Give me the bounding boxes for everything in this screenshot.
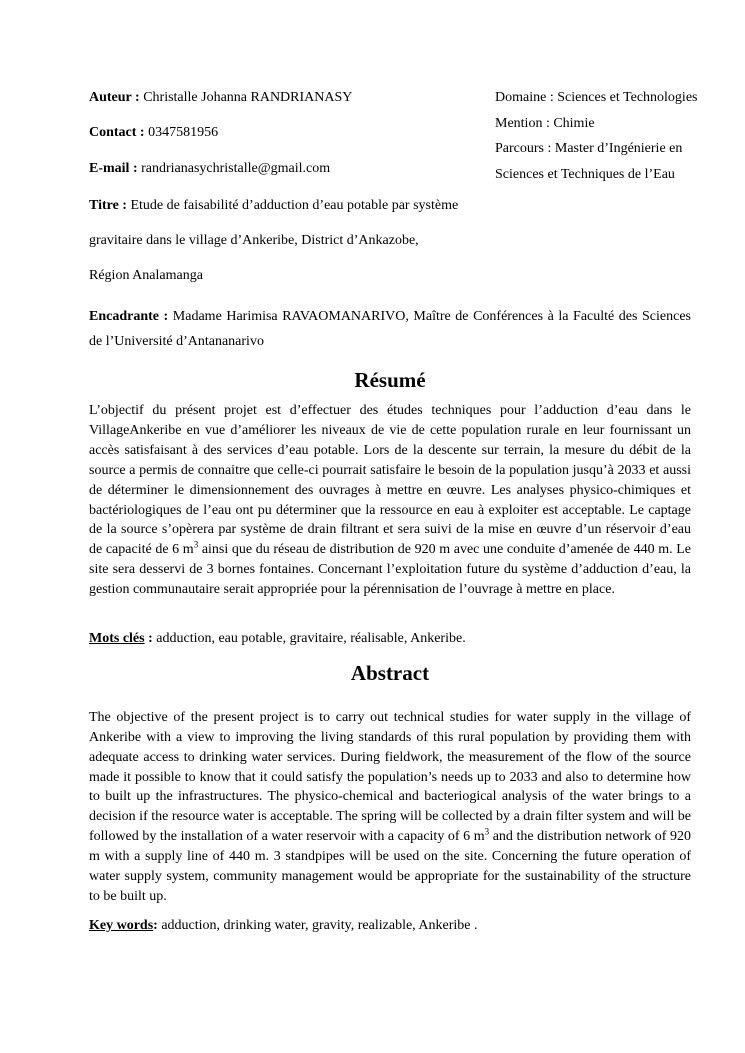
abstract-paragraph: [89, 708, 691, 906]
resume-keywords: [89, 631, 466, 647]
author-label: Auteur :: [89, 90, 140, 105]
abstract-keywords-label: Key words: [89, 918, 154, 933]
supervisor-value: Madame Harimisa RAVAOMANARIVO, Maître de Conférences à la Faculté des Sciences de l’Université d’Antananarivo: [89, 309, 691, 349]
parcours-line-1: Parcours : Master d’Ingénierie en: [495, 141, 683, 156]
abstract-keywords-sep: :: [153, 918, 158, 933]
resume-text-2: ainsi que du réseau de distribution de 920 m avec une conduite d’amenée de 440 m. Le site sera desservi de 3 bornes fontaines. Concernant l’exploitation future du système d’adduction d’eau, la gestion communautaire serait appropriée pour la pérennisation de l’ouvrage à mettre en place.: [89, 542, 691, 598]
contact-label: Contact :: [89, 125, 145, 140]
abstract-heading: Abstract: [350, 661, 430, 685]
domaine-line: Domaine : Sciences et Technologies: [495, 90, 698, 105]
resume-keywords-sep: :: [144, 631, 153, 646]
email-value: randrianasychristalle@gmail.com: [141, 161, 331, 176]
resume-paragraph: [89, 401, 691, 600]
title-line-3: Région Analamanga: [89, 268, 203, 283]
resume-text-1: L’objectif du présent projet est d’effectuer des études techniques pour l’adduction d’eau dans le VillageAnkeribe en vue d’améliorer les niveaux de vie de cette population rurale en leur fournissant un accès satisfaisant à des services d’eau potable. Lors de la descente sur terrain, la mesure du débit de la source a permis de connaitre que celle-ci pourrait satisfaire le besoin de la population jusqu’à 2033 et aussi de déterminer le dimensionnement des ouvrages à mettre en œuvre. Les analyses physico-chimiques et bactériologiques de l’eau ont pu déterminer que la ressource en eau à exploiter est acceptable. Le captage de la source s’opèrera par système de drain filtrant et sera suivi de la mise en œuvre d’un réservoir d’eau de capacité de 6 m: [89, 403, 691, 558]
supervisor-paragraph: [89, 304, 691, 354]
author-value: Christalle Johanna RANDRIANASY: [143, 90, 353, 105]
email-line: [89, 161, 330, 177]
resume-heading: Résumé: [354, 368, 426, 392]
title-label: Titre :: [89, 198, 127, 213]
abstract-keywords: [89, 918, 478, 934]
abstract-superscript: 3: [484, 826, 490, 837]
mention-line: Mention : Chimie: [495, 116, 595, 131]
author-line: [89, 90, 352, 106]
abstract-text-2: and the distribution network of 920 m with a supply line of 440 m. 3 standpipes will be used on the site. Concerning the future operation of water supply system, community management would be appropriate for the sustainability of the structure to be built up.: [89, 829, 691, 904]
resume-keywords-value: adduction, eau potable, gravitaire, réalisable, Ankeribe.: [152, 631, 466, 646]
abstract-text-1: The objective of the present project is to carry out technical studies for water supply in the village of Ankeribe with a view to improving the living standards of this rural population by providing them with adequate access to drinking water services. During fieldwork, the measurement of the flow of the source made it possible to know that it could satisfy the population’s needs up to 2033 and also to determine how to built up the infrastructures. The physico-chemical and bacteriogical analysis of the water brings to a decision if the resource water is acceptable. The spring will be collected by a drain filter system and will be followed by the installation of a water reservoir with a capacity of 6 m: [89, 710, 691, 845]
supervisor-label: Encadrante :: [89, 309, 169, 324]
email-label: E-mail :: [89, 161, 138, 176]
title-text-1: Etude de faisabilité d’adduction d’eau potable par système: [130, 198, 459, 213]
parcours-line-2: Sciences et Techniques de l’Eau: [495, 167, 675, 182]
resume-superscript: 3: [193, 539, 199, 550]
resume-keywords-label: Mots clés: [89, 631, 145, 646]
abstract-keywords-value: adduction, drinking water, gravity, realizable, Ankeribe .: [157, 918, 478, 933]
title-line-1: [89, 198, 458, 214]
contact-value: 0347581956: [148, 125, 219, 140]
contact-line: [89, 125, 218, 141]
title-line-2: gravitaire dans le village d’Ankeribe, District d’Ankazobe,: [89, 233, 419, 248]
